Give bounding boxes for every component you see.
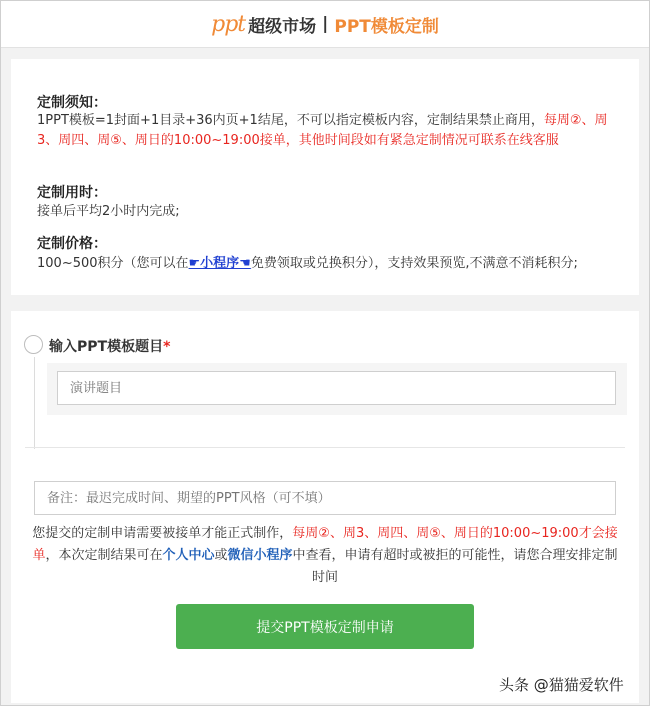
price-text-after: 免费领取或兑换积分），支持效果预览,不满意不消耗积分;	[250, 256, 578, 271]
topic-input[interactable]	[57, 371, 616, 405]
notice-heading: 定制须知：	[37, 95, 107, 111]
price-text	[37, 254, 637, 274]
time-heading: 定制用时：	[37, 185, 107, 201]
price-heading: 定制价格：	[37, 236, 107, 252]
notice-part2: ，本次定制结果可在	[45, 548, 163, 563]
page-title: PPT模板定制	[334, 16, 439, 37]
submit-notice	[31, 523, 619, 589]
question-guide-line	[34, 357, 35, 449]
form-card	[11, 311, 639, 703]
notice-red: 每周②、周3、周四、周⑤、周日的10:00~19:00才会接单	[32, 526, 618, 563]
notice-part1: 您提交的定制申请需要被接单才能正式制作，	[32, 526, 293, 541]
header-separator: |	[322, 14, 329, 34]
question-label	[49, 336, 170, 356]
question-label-text: 输入PPT模板题目	[49, 339, 164, 355]
required-mark: *	[163, 339, 171, 355]
header-bar	[1, 1, 649, 48]
price-text-before: 100~500积分（您可以在	[37, 256, 189, 271]
divider	[25, 447, 625, 448]
personal-center-link[interactable]: 个人中心	[162, 548, 215, 563]
notice-text	[37, 111, 619, 151]
wechat-mini-program-link[interactable]: 微信小程序	[227, 548, 293, 563]
submit-button[interactable]: 提交PPT模板定制申请	[176, 604, 474, 649]
notice-text-red: 每周②、周3、周四、周⑤、周日的10:00~19:00接单，其他时间段如有紧急定制情况可联系在线客服	[37, 113, 608, 148]
time-text: 接单后平均2小时内完成;	[37, 204, 180, 219]
notice-part3: 中查看，申请有超时或被拒的可能性，请您合理安排定制时间	[292, 548, 618, 585]
note-input[interactable]	[34, 481, 616, 515]
watermark: 头条 @猫猫爱软件	[499, 676, 624, 694]
notice-or: 或	[214, 548, 228, 563]
notice-text-main: 1PPT模板=1封面+1目录+36内页+1结尾，不可以指定模板内容，定制结果禁止商用，	[37, 113, 544, 128]
brand-name: 超级市场	[248, 16, 317, 37]
info-card	[11, 59, 639, 295]
ppt-logo: ppt	[211, 11, 246, 37]
question-radio[interactable]	[24, 335, 43, 354]
mini-program-link[interactable]: ☛小程序☚	[188, 256, 251, 271]
